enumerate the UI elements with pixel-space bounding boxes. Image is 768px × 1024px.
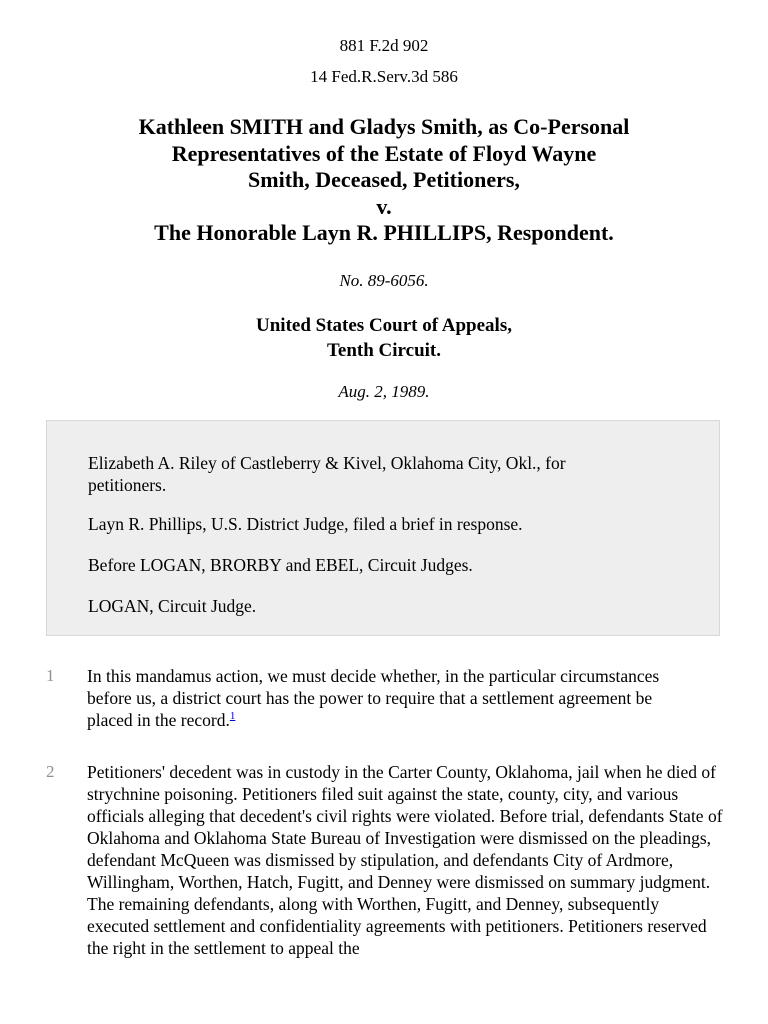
case-title-line: Kathleen SMITH and Gladys Smith, as Co-Personal xyxy=(138,114,630,139)
case-title-versus: v. xyxy=(376,193,392,219)
case-title-line: The Honorable Layn R. PHILLIPS, Respondent. xyxy=(154,220,614,245)
case-title-line: Representatives of the Estate of Floyd Wayne xyxy=(171,140,597,166)
paragraph-number: 1 xyxy=(46,666,55,685)
counsel-text: Elizabeth A. Riley of Castleberry & Kivel, Oklahoma City, Okl., for petitioners. xyxy=(88,453,566,495)
docket-number: No. 89-6056. xyxy=(339,271,429,290)
author-text: LOGAN, Circuit Judge. xyxy=(88,596,257,616)
court-name-line: Tenth Circuit. xyxy=(326,340,442,361)
response-text: Layn R. Phillips, U.S. District Judge, filed a brief in response. xyxy=(88,514,523,534)
paragraph-text xyxy=(87,665,667,731)
citation-reporter: 881 F.2d 902 xyxy=(339,36,429,55)
case-title xyxy=(84,114,684,247)
footnote-link[interactable]: 1 xyxy=(229,710,236,723)
court-name-line: United States Court of Appeals, xyxy=(256,315,512,336)
decision-date: Aug. 2, 1989. xyxy=(338,382,430,401)
court-name xyxy=(0,313,768,363)
paragraph-text: Petitioners' decedent was in custody in the Carter County, Oklahoma, jail when he died of strychnine poisoning. Petitioners filed suit against the state, county, city, and various officials alleging that decedent's civil rights were violated. Before trial, defendants State of Oklahoma and Oklahoma State Bureau of Investigation were dismissed on the pleadings, defendant McQueen was dismissed by stipulation, and defendants City of Ardmore, Willingham, Worthen, Hatch, Fugitt, and Denney were dismissed on summary judgment. The remaining defendants, along with Worthen, Fugitt, and Denney, subsequently executed settlement and confidentiality agreements with petitioners. Petitioners reserved the right in the settlement to appeal the xyxy=(87,762,723,958)
panel-text: Before LOGAN, BRORBY and EBEL, Circuit Judges. xyxy=(88,555,473,575)
counsel-panel-box xyxy=(46,420,720,636)
paragraph-body: In this mandamus action, we must decide whether, in the particular circumstances before us, a district court has the power to require that a settlement agreement be placed in the record. xyxy=(87,666,660,730)
case-title-line: Smith, Deceased, Petitioners, xyxy=(248,167,520,192)
paragraph-number: 2 xyxy=(46,762,55,781)
citation-fed-rules: 14 Fed.R.Serv.3d 586 xyxy=(310,67,458,86)
